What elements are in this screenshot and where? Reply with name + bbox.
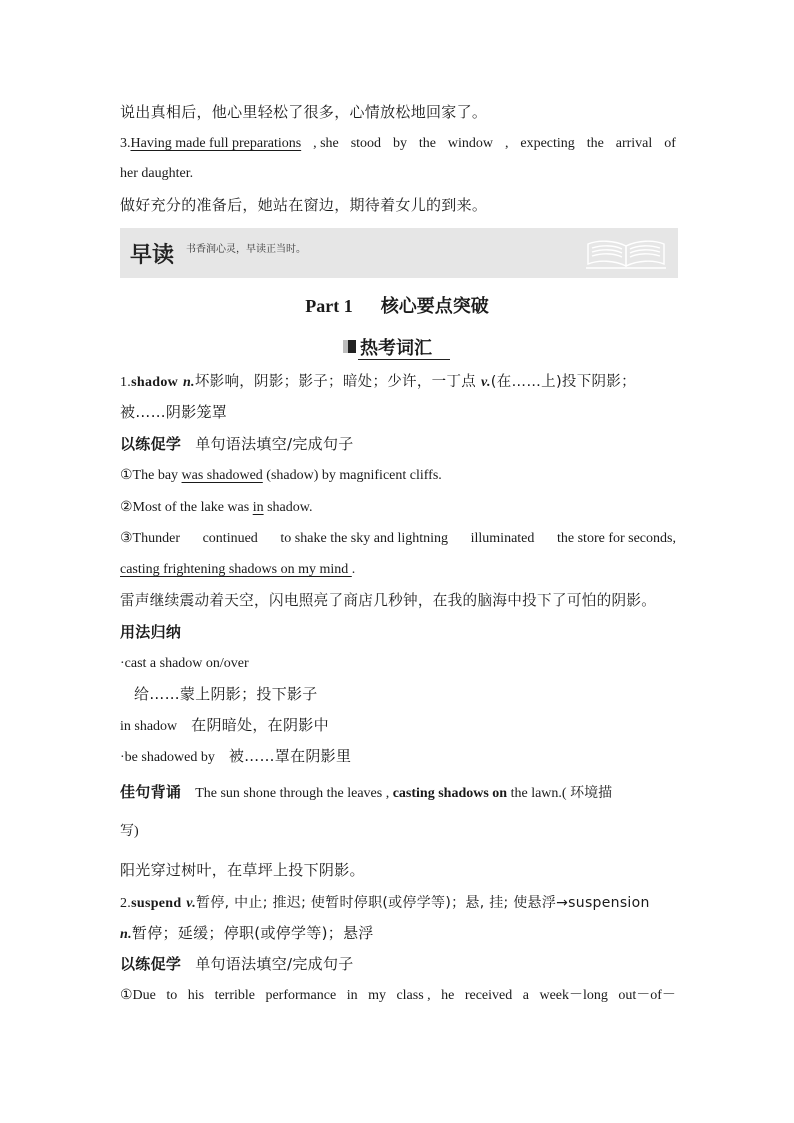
usage-heading: 用法归纳: [120, 623, 182, 641]
usage-2-cn: 在阴暗处，在阴影中: [191, 716, 329, 734]
ex-word: week－long: [539, 988, 608, 1003]
ex-1-answer: was shadowed: [181, 468, 263, 483]
sentence-3-line: [120, 134, 676, 154]
ex-1-post: (shadow) by magnificent cliffs.: [262, 468, 442, 483]
ex-3-word: ③Thunder: [120, 531, 180, 546]
ex-3-post: .: [351, 562, 356, 577]
word-1-def-v: (在……上)投下阴影；: [490, 374, 636, 390]
usage-1-en: ·cast a shadow on/over: [120, 656, 249, 671]
sentence-3-word: , she: [313, 136, 339, 151]
word-1-definition-cont: 被……阴影笼罩: [120, 403, 228, 421]
sentence-3-word: ,: [504, 136, 509, 151]
sentence-3-word: expecting: [520, 136, 575, 151]
exercise-type: 单句语法填空/完成句子: [195, 435, 354, 453]
ex-word: his: [187, 988, 205, 1003]
best-sentence-cont: 写): [120, 824, 139, 839]
ex-word: performance: [265, 988, 337, 1003]
word-1-ex-1: [120, 466, 442, 486]
word-2-exercise-heading: [120, 954, 354, 974]
word-1-num: 1.: [120, 375, 132, 390]
banner-title: 早读: [130, 243, 175, 268]
ex-word: terrible: [214, 988, 255, 1003]
ex-1-pre: ①The bay: [120, 468, 182, 483]
best-sentence-post: the lawn.( 环境描: [507, 786, 613, 801]
usage-2: [120, 715, 329, 737]
word-1-ex-3: [120, 529, 676, 549]
word-2-ex-1: [120, 986, 676, 1006]
ex-3-word: illuminated: [470, 531, 535, 546]
sentence-3-word: stood: [350, 136, 382, 151]
word-1-pos-v: v.: [480, 375, 491, 390]
exercise-label: 以练促学: [120, 955, 182, 973]
word-2-definition-cont: [120, 923, 374, 945]
ex-3-answer: casting frightening shadows on my mind: [120, 562, 352, 577]
word-1-exercise-heading: [120, 434, 354, 454]
part-label: Part 1: [305, 296, 353, 316]
ex-word: class ,: [396, 988, 431, 1003]
sentence-3-line-2: her daughter.: [120, 166, 194, 181]
ex-word: out－of－: [618, 988, 676, 1003]
word-2-def-n: 暂停；延缓；停职(或停学等)；悬浮: [131, 924, 374, 942]
usage-3-en: ·be shadowed by: [120, 750, 215, 765]
ex-word: he: [441, 988, 455, 1003]
section-marker-icon: [342, 338, 358, 354]
ex-word: ①Due: [120, 988, 156, 1003]
sentence-3-word: the: [418, 136, 436, 151]
open-book-icon: [584, 238, 668, 270]
word-1-headword: shadow: [131, 375, 179, 390]
ex-2-post: shadow.: [263, 500, 313, 515]
usage-2-en: in shadow: [120, 719, 178, 734]
sentence-3-word: by: [392, 136, 407, 151]
morning-reading-banner: [120, 228, 678, 278]
word-1-ex-3-line-2: [120, 560, 355, 580]
word-1-ex-3-cn: 雷声继续震动着天空，闪电照亮了商店几秒钟，在我的脑海中投下了可怕的阴影。: [120, 592, 657, 609]
word-1-ex-2: [120, 498, 312, 518]
ex-2-pre: ②Most of the lake was: [120, 500, 253, 515]
sentence-3-word: window: [447, 136, 494, 151]
sentence-3-num: 3.: [120, 136, 131, 151]
best-sentence-pre: The sun shone through the leaves ,: [195, 786, 393, 801]
ex-word: in: [346, 988, 358, 1003]
word-2-headword: suspend: [131, 896, 182, 911]
best-sentence-cn: 阳光穿过树叶，在草坪上投下阴影。: [120, 861, 365, 879]
usage-3: [120, 746, 351, 768]
ex-word: to: [166, 988, 178, 1003]
word-2-num: 2.: [120, 896, 132, 911]
sentence-3-word: arrival: [615, 136, 653, 151]
ex-word: a: [522, 988, 529, 1003]
sentence-3-cn: 做好充分的准备后，她站在窗边，期待着女儿的到来。: [120, 196, 488, 214]
best-sentence-bold: casting shadows on: [392, 786, 508, 801]
sentence-3-word: the: [586, 136, 604, 151]
sentence-3-lead: [120, 134, 301, 154]
sentence-3-word: of: [664, 136, 676, 151]
word-2-pos-v: v.: [186, 896, 197, 911]
best-sentence-label: 佳句背诵: [120, 783, 182, 801]
ex-3-word: continued: [202, 531, 258, 546]
section-title: 热考词汇: [360, 338, 432, 359]
section-underline: [358, 359, 450, 360]
ex-3-word: to shake the sky and lightning: [280, 531, 449, 546]
exercise-label: 以练促学: [120, 435, 182, 453]
exercise-type: 单句语法填空/完成句子: [195, 955, 354, 973]
usage-1-cn: 给……蒙上阴影；投下影子: [134, 685, 318, 703]
word-2-definition: [120, 893, 650, 914]
banner-subtitle: 书香润心灵，早读正当时。: [186, 244, 306, 255]
word-2-def-v: 暂停, 中止; 推迟; 使暂时停职(或停学等)；悬, 挂; 使悬浮→suspension: [196, 895, 650, 911]
best-sentence: [120, 782, 612, 804]
ex-word: received: [464, 988, 513, 1003]
part-heading: [0, 292, 794, 318]
ex-3-word: the store for seconds,: [557, 531, 676, 546]
word-1-def-n: 坏影响，阴影；影子；暗处；少许，一丁点: [194, 374, 477, 390]
usage-3-cn: 被……罩在阴影里: [228, 747, 352, 765]
word-1-definition: [120, 372, 636, 393]
word-1-pos-n: n.: [182, 375, 195, 390]
word-2-pos-n: n.: [120, 927, 132, 942]
ex-2-answer: in: [252, 500, 264, 515]
ex-word: my: [368, 988, 386, 1003]
intro-cn-line: 说出真相后，他心里轻松了很多，心情放松地回家了。: [120, 103, 488, 121]
part-title: 核心要点突破: [380, 296, 489, 317]
sentence-3-answer: Having made full preparations: [130, 136, 302, 151]
